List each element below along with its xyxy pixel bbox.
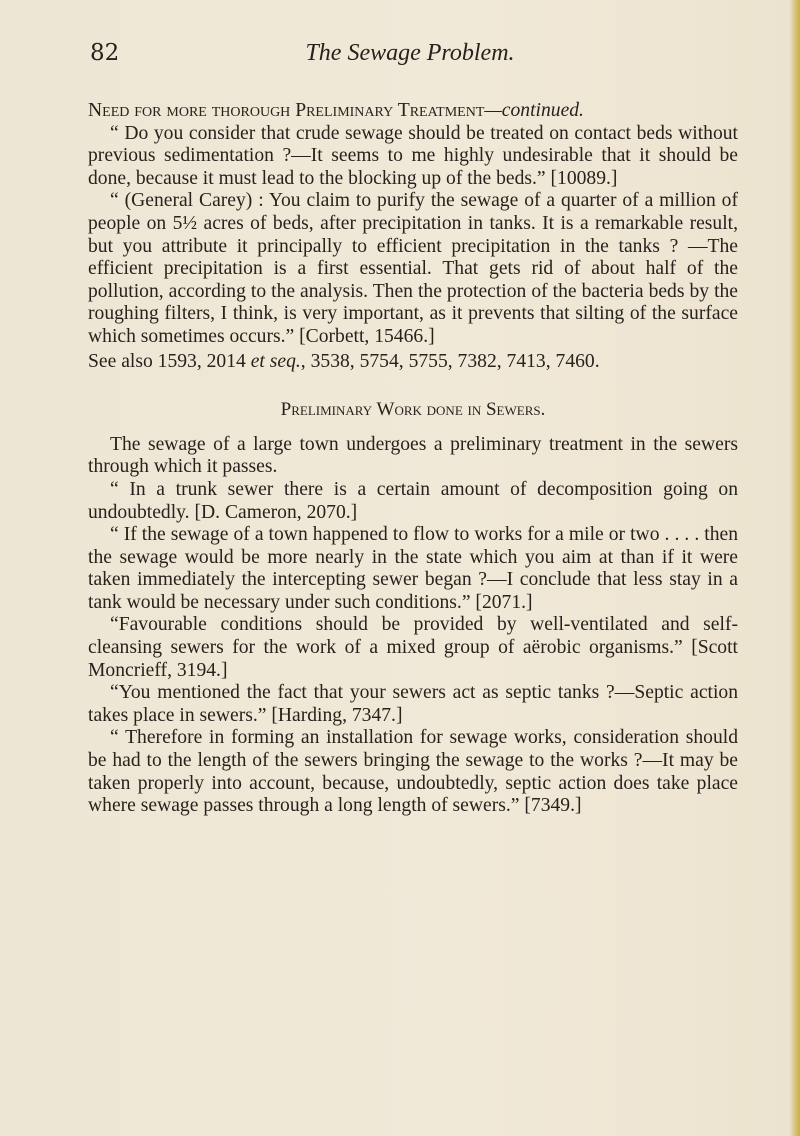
page-body (88, 100, 738, 818)
heading-title: Need for more thorough Preliminary Treatment (88, 100, 485, 121)
paragraph: “ (General Carey) : You claim to purify the sewage of a quarter of a million of people on 5½ acres of beds, after precipitation in tanks. It is a remarkable result, but you attribute it principally to efficient precipitation in the tanks ? —The efficient precipitation is a first essential. That gets rid of about half of the pollution, according to the analysis. Then the protection of the bacteria beds by the roughing filters, I think, is very important, as it prevents that silting of the surface which sometimes occurs.” [Corbett, 15466.] (88, 190, 738, 347)
paragraph: “ Therefore in forming an installation for sewage works, consideration should be had to the length of the sewers bringing the sewage to the works ?—It may be taken properly into account, because, undoubtedly, septic action does take place where sewage passes through a long length of sewers.” [7349.] (88, 727, 738, 817)
section-heading-continued (88, 100, 738, 123)
paragraph: “ In a trunk sewer there is a certain amount of decomposition going on undoubtedly. [D. Cameron, 2070.] (88, 478, 738, 523)
paragraph: The sewage of a large town undergoes a preliminary treatment in the sewers through which it passes. (88, 433, 738, 478)
heading-continued: —continued. (484, 100, 584, 121)
page-edge (790, 0, 800, 1136)
running-title: The Sewage Problem. (305, 40, 515, 66)
page-number: 82 (90, 40, 120, 66)
paragraph: “ Do you consider that crude sewage should be treated on contact beds without previous sedimentation ?—It seems to me highly undesirable that it should be done, because it must lead to the blocking up of the beds.” [10089.] (88, 122, 738, 189)
paragraph: “ If the sewage of a town happened to flow to works for a mile or two . . . . then the sewage would be more nearly in the state which you aim at than if it were taken immediately the intercepting sewer began ?—I conclude that less stay in a tank would be necessary under such conditions.” [2071.] (88, 524, 738, 613)
paragraph: “You mentioned the fact that your sewers act as septic tanks ?—Septic action takes place in sewers.” [Harding, 7347.] (88, 682, 738, 726)
section-heading: Preliminary Work done in Sewers. (280, 399, 546, 421)
see-also-references: See also 1593, 2014 et seq., 3538, 5754, 5755, 7382, 7413, 7460. (88, 350, 600, 372)
page-header (90, 40, 730, 76)
paragraph: “Favourable conditions should be provided by well-ventilated and self-cleansing sewers for the work of a mixed group of aërobic organisms.” [Scott Moncrieff, 3194.] (88, 614, 738, 681)
